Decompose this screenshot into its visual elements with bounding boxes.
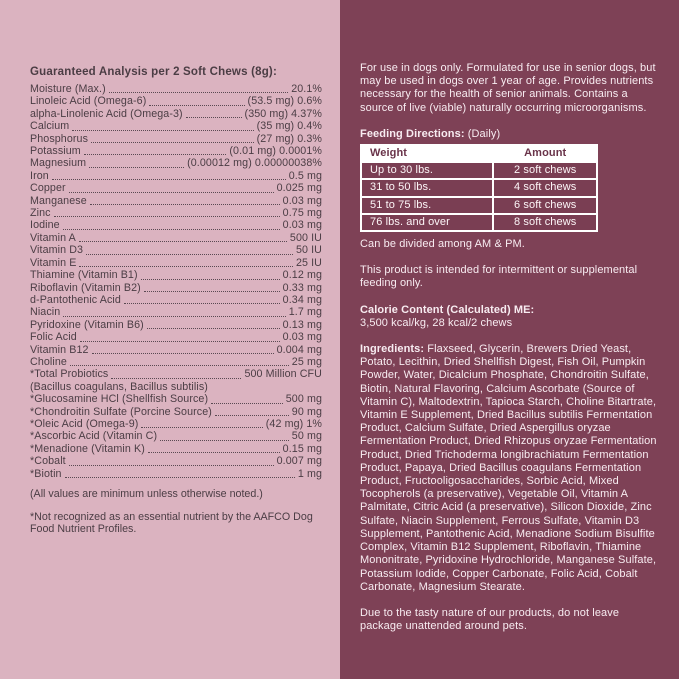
analysis-row bbox=[30, 468, 322, 480]
dotted-leader bbox=[186, 117, 242, 118]
directions-ingredients-panel bbox=[340, 0, 679, 679]
analysis-nutrient-label: *Menadione (Vitamin K) bbox=[30, 442, 145, 455]
analysis-row bbox=[30, 145, 322, 157]
dotted-leader bbox=[109, 92, 288, 93]
analysis-nutrient-value: (27 mg) 0.3% bbox=[256, 132, 322, 145]
analysis-row bbox=[30, 406, 322, 418]
weight-cell: Up to 30 lbs. bbox=[361, 162, 493, 179]
analysis-row bbox=[30, 393, 322, 405]
analysis-row bbox=[30, 170, 322, 182]
dotted-leader bbox=[111, 378, 241, 379]
analysis-minimum-note: (All values are minimum unless otherwise noted.) bbox=[30, 488, 263, 500]
analysis-row bbox=[30, 195, 322, 207]
analysis-nutrient-label: Vitamin A bbox=[30, 231, 76, 244]
analysis-nutrient-label: Iodine bbox=[30, 219, 60, 232]
analysis-row bbox=[30, 344, 322, 356]
dotted-leader bbox=[91, 142, 254, 143]
feeding-table-row bbox=[361, 162, 597, 179]
dotted-leader bbox=[63, 316, 285, 317]
amount-cell: 8 soft chews bbox=[493, 214, 597, 231]
feeding-directions-label: Feeding Directions: bbox=[360, 127, 465, 140]
dotted-leader bbox=[63, 229, 280, 230]
dotted-leader bbox=[149, 105, 244, 106]
dotted-leader bbox=[80, 341, 280, 342]
weight-column-header: Weight bbox=[361, 145, 493, 162]
amount-cell: 2 soft chews bbox=[493, 162, 597, 179]
analysis-nutrient-value: 500 mg bbox=[285, 393, 322, 406]
analysis-nutrient-label: Potassium bbox=[30, 145, 81, 158]
analysis-nutrient-value: 500 Million CFU bbox=[244, 368, 322, 381]
analysis-row bbox=[30, 306, 322, 318]
analysis-row bbox=[30, 95, 322, 107]
analysis-nutrient-value: 0.33 mg bbox=[282, 281, 322, 294]
analysis-row bbox=[30, 133, 322, 145]
analysis-row bbox=[30, 207, 322, 219]
feeding-table-row bbox=[361, 197, 597, 214]
analysis-nutrient-label: Copper bbox=[30, 182, 66, 195]
analysis-nutrient-value: 0.025 mg bbox=[276, 182, 322, 195]
analysis-nutrient-label: *Biotin bbox=[30, 467, 62, 480]
analysis-nutrient-label: Phosphorus bbox=[30, 132, 89, 145]
analysis-nutrient-label: *Chondroitin Sulfate (Porcine Source) bbox=[30, 405, 212, 418]
analysis-row bbox=[30, 244, 322, 256]
analysis-nutrient-label: (Bacillus coagulans, Bacillus subtilis) bbox=[30, 380, 208, 393]
analysis-nutrient-value: (53.5 mg) 0.6% bbox=[247, 95, 322, 108]
analysis-nutrient-value: 1 mg bbox=[297, 467, 322, 480]
feeding-table-row bbox=[361, 214, 597, 231]
analysis-nutrient-value: 20.1% bbox=[291, 83, 322, 95]
analysis-nutrient-value: 0.007 mg bbox=[276, 455, 322, 468]
analysis-nutrient-value: 500 IU bbox=[289, 231, 322, 244]
ingredients-label: Ingredients: bbox=[360, 343, 425, 356]
dotted-leader bbox=[52, 179, 286, 180]
feeding-table-body bbox=[361, 162, 597, 231]
amount-cell: 6 soft chews bbox=[493, 197, 597, 214]
analysis-nutrient-value: (42 mg) 1% bbox=[265, 417, 322, 430]
analysis-nutrient-label: *Cobalt bbox=[30, 455, 66, 468]
analysis-nutrient-label: Magnesium bbox=[30, 157, 87, 170]
analysis-row bbox=[30, 443, 322, 455]
guaranteed-analysis-rows bbox=[30, 83, 322, 480]
analysis-nutrient-label: Pyridoxine (Vitamin B6) bbox=[30, 318, 144, 331]
analysis-nutrient-value: 0.03 mg bbox=[282, 194, 322, 207]
analysis-nutrient-value: (35 mg) 0.4% bbox=[256, 120, 322, 133]
analysis-nutrient-value: 0.34 mg bbox=[282, 293, 322, 306]
dotted-leader bbox=[69, 465, 274, 466]
feeding-table-header bbox=[361, 145, 597, 162]
analysis-nutrient-value: 0.75 mg bbox=[282, 207, 322, 220]
tasty-warning-text: Due to the tasty nature of our products, do not leave package unattended around pets. bbox=[360, 606, 620, 633]
dotted-leader bbox=[72, 130, 253, 131]
analysis-nutrient-label: Vitamin B12 bbox=[30, 343, 89, 356]
dotted-leader bbox=[54, 216, 280, 217]
amount-cell: 4 soft chews bbox=[493, 179, 597, 196]
analysis-nutrient-value: 0.03 mg bbox=[282, 219, 322, 232]
dotted-leader bbox=[79, 266, 293, 267]
analysis-nutrient-label: Choline bbox=[30, 355, 67, 368]
analysis-nutrient-value: 0.5 mg bbox=[288, 169, 322, 182]
analysis-row bbox=[30, 83, 322, 95]
dotted-leader bbox=[65, 477, 295, 478]
analysis-nutrient-value: 25 IU bbox=[295, 256, 322, 269]
dotted-leader bbox=[141, 427, 262, 428]
dotted-leader bbox=[141, 279, 280, 280]
weight-cell: 51 to 75 lbs. bbox=[361, 197, 493, 214]
analysis-nutrient-label: Vitamin E bbox=[30, 256, 77, 269]
dotted-leader bbox=[69, 192, 274, 193]
dotted-leader bbox=[124, 303, 280, 304]
analysis-nutrient-label: *Glucosamine HCl (Shellfish Source) bbox=[30, 393, 209, 406]
dotted-leader bbox=[79, 241, 287, 242]
analysis-nutrient-value: (0.01 mg) 0.0001% bbox=[229, 145, 322, 158]
analysis-nutrient-value: 0.13 mg bbox=[282, 318, 322, 331]
dotted-leader bbox=[84, 154, 227, 155]
analysis-nutrient-value: 90 mg bbox=[291, 405, 322, 418]
analysis-nutrient-value: 0.004 mg bbox=[276, 343, 322, 356]
analysis-nutrient-label: *Oleic Acid (Omega-9) bbox=[30, 417, 139, 430]
usage-intro-text: For use in dogs only. Formulated for use in senior dogs, but may be used in dogs over 1 year of age. Provides nutrients necessary for the health of senior animals. Contains a source of live (viable) naturally occurring microorganisms. bbox=[360, 62, 656, 114]
analysis-nutrient-label: *Total Probiotics bbox=[30, 368, 109, 381]
analysis-nutrient-value: 50 mg bbox=[291, 430, 322, 443]
analysis-nutrient-value: 25 mg bbox=[291, 355, 322, 368]
dotted-leader bbox=[90, 204, 280, 205]
dotted-leader bbox=[211, 403, 283, 404]
analysis-nutrient-label: Vitamin D3 bbox=[30, 244, 84, 257]
dotted-leader bbox=[215, 415, 289, 416]
dotted-leader bbox=[86, 254, 293, 255]
analysis-nutrient-value: (0.00012 mg) 0.00000038% bbox=[187, 157, 322, 170]
intermittent-feeding-note: This product is intended for intermittent or supplemental feeding only. bbox=[360, 264, 638, 290]
analysis-row bbox=[30, 381, 322, 393]
ingredients-list-text: Flaxseed, Glycerin, Brewers Dried Yeast, Potato, Lecithin, Dried Shellfish Digest, Fish Oil, Pumpkin Powder, Water, Dicalcium Phosphate, Chondroitin Sulfate, Biotin, Natural Flavoring, Calcium Ascorbate (Source of Vitamin C), Maltodextrin, Tapioca Starch, Choline Bitartrate, Vitamin E Supplement, Dried Bacillus subtilis Fermentation Product, Calcium Sulfate, Dried Aspergillus oryzae Fermentation Product, Dried Rhizopus oryzae Fermentation Product, Dried Trichoderma longibrachiatum Fermentation Product, Papaya, Dried Bacillus coagulans Fermentation Product, Fructooligosaccharides, Sorbic Acid, Mixed Tocopherols (a preservative), Vegetable Oil, Vitamin A Palmitate, Citric Acid (a preservative), Silicon Dioxide, Zinc Sulfate, Niacin Supplement, Ferrous Sulfate, Vitamin D3 Supplement, Pantothenic Acid, Menadione Sodium Bisulfite Complex, Vitamin B12 Supplement, Riboflavin, Thiamine Mononitrate, Pyridoxine Hydrochloride, Manganese Sulfate, Potassium Iodide, Copper Carbonate, Folic Acid, Cobalt Carbonate, Magnesium Stearate. bbox=[360, 343, 657, 593]
calorie-content-value: 3,500 kcal/kg, 28 kcal/2 chews bbox=[360, 316, 513, 329]
feeding-directions-title bbox=[360, 128, 663, 141]
analysis-row bbox=[30, 257, 322, 269]
calorie-content-heading: Calorie Content (Calculated) ME: bbox=[360, 303, 535, 316]
analysis-nutrient-label: alpha-Linolenic Acid (Omega-3) bbox=[30, 107, 183, 120]
analysis-row bbox=[30, 319, 322, 331]
analysis-row bbox=[30, 157, 322, 169]
dotted-leader bbox=[89, 167, 184, 168]
analysis-nutrient-label: Niacin bbox=[30, 306, 61, 319]
dotted-leader bbox=[92, 353, 274, 354]
analysis-row bbox=[30, 430, 322, 442]
analysis-row bbox=[30, 269, 322, 281]
dotted-leader bbox=[147, 328, 280, 329]
feeding-directions-table bbox=[360, 144, 598, 232]
analysis-nutrient-value: 1.7 mg bbox=[288, 306, 322, 319]
analysis-nutrient-value: 0.12 mg bbox=[282, 269, 322, 282]
analysis-nutrient-value: (350 mg) 4.37% bbox=[244, 107, 322, 120]
analysis-row bbox=[30, 282, 322, 294]
analysis-row bbox=[30, 455, 322, 467]
analysis-row bbox=[30, 232, 322, 244]
feeding-directions-frequency: (Daily) bbox=[464, 127, 501, 140]
analysis-nutrient-value: 50 IU bbox=[295, 244, 322, 257]
dotted-leader bbox=[160, 440, 289, 441]
analysis-nutrient-label: Riboflavin (Vitamin B2) bbox=[30, 281, 141, 294]
analysis-row bbox=[30, 294, 322, 306]
analysis-nutrient-label: Thiamine (Vitamin B1) bbox=[30, 269, 138, 282]
feeding-table-row bbox=[361, 179, 597, 196]
analysis-nutrient-label: *Ascorbic Acid (Vitamin C) bbox=[30, 430, 158, 443]
am-pm-note: Can be divided among AM & PM. bbox=[360, 238, 525, 251]
analysis-nutrient-label: Calcium bbox=[30, 120, 70, 133]
analysis-nutrient-label: Zinc bbox=[30, 207, 51, 220]
analysis-row bbox=[30, 356, 322, 368]
weight-cell: 31 to 50 lbs. bbox=[361, 179, 493, 196]
dotted-leader bbox=[70, 365, 289, 366]
analysis-nutrient-value: 0.15 mg bbox=[282, 442, 322, 455]
analysis-nutrient-value: 0.03 mg bbox=[282, 331, 322, 344]
ingredients-paragraph bbox=[360, 343, 663, 594]
analysis-row bbox=[30, 368, 322, 380]
guaranteed-analysis-heading: Guaranteed Analysis per 2 Soft Chews (8g): bbox=[30, 66, 277, 78]
analysis-nutrient-label: Linoleic Acid (Omega-6) bbox=[30, 95, 147, 108]
dotted-leader bbox=[144, 291, 280, 292]
aafco-footnote: *Not recognized as an essential nutrient by the AAFCO Dog Food Nutrient Profiles. bbox=[30, 510, 313, 536]
analysis-row bbox=[30, 120, 322, 132]
analysis-nutrient-label: d-Pantothenic Acid bbox=[30, 293, 121, 306]
analysis-nutrient-label: Moisture (Max.) bbox=[30, 83, 106, 95]
analysis-row bbox=[30, 108, 322, 120]
analysis-row bbox=[30, 418, 322, 430]
analysis-nutrient-label: Manganese bbox=[30, 194, 87, 207]
analysis-row bbox=[30, 182, 322, 194]
analysis-row bbox=[30, 331, 322, 343]
weight-cell: 76 lbs. and over bbox=[361, 214, 493, 231]
analysis-row bbox=[30, 219, 322, 231]
analysis-nutrient-label: Folic Acid bbox=[30, 331, 77, 344]
analysis-nutrient-label: Iron bbox=[30, 169, 49, 182]
amount-column-header: Amount bbox=[493, 145, 597, 162]
dotted-leader bbox=[148, 452, 280, 453]
